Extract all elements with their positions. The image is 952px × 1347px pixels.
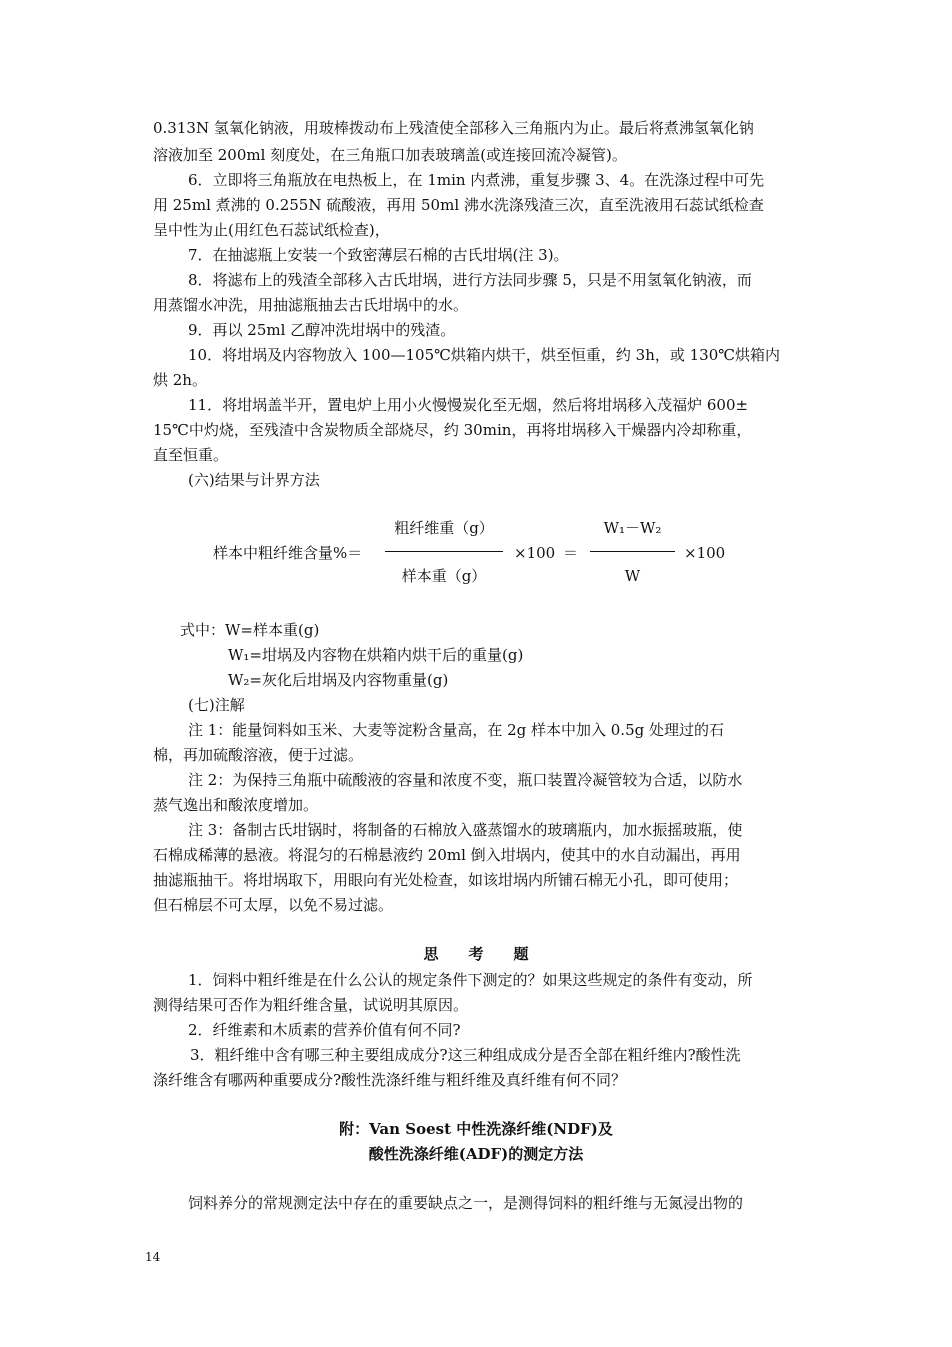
text-line: 呈中性为止(用红色石蕊试纸检查)， [153,221,390,239]
text-line: 注 2：为保持三角瓶中硫酸液的容量和浓度不变，瓶口装置冷凝管较为合适，以防水 [188,771,743,789]
text-line: 蒸气逸出和酸浓度增加。 [153,796,319,814]
questions-heading: 思考题 [423,945,559,963]
text-line: 石棉成稀薄的悬液。将混匀的石棉悬液约 20ml 倒入坩埚内，使其中的水自动漏出，再用 [153,846,741,864]
text-line: 棉，再加硫酸溶液，便于过滤。 [153,746,364,764]
text-line: 注 3：备制古氏坩锅时，将制备的石棉放入盛蒸馏水的玻璃瓶内，加水振摇玻瓶，使 [188,821,743,839]
page-number: 14 [145,1250,161,1264]
formula-times-2: ×100 [684,544,726,562]
formula-times-1: ×100 [514,544,556,562]
text-line: 用蒸馏水冲洗，用抽滤瓶抽去古氏坩埚中的水。 [153,296,469,314]
definition-line: W₂=灰化后坩埚及内容物重量(g) [228,671,449,689]
text-line: 15℃中灼烧，至残渣中含炭物质全部烧尽，约 30min，再将坩埚移入干燥器内冷却称重， [153,421,752,439]
text-line: 溶液加至 200ml 刻度处，在三角瓶口加表玻璃盖(或连接回流冷凝管)。 [153,146,627,164]
fraction-bar-1 [385,551,503,552]
fraction-bar-2 [590,551,675,552]
text-line: 9．再以 25ml 乙醇冲洗坩埚中的残渣。 [188,321,456,339]
text-line: 10．将坩埚及内容物放入 100—105℃烘箱内烘干，烘至恒重，约 3h，或 130℃烘箱内 [188,346,781,364]
formula-denominator-2: W [624,567,641,585]
definition-line: W₁=坩埚及内容物在烘箱内烘干后的重量(g) [228,646,524,664]
definition-line: 式中：W=样本重(g) [180,621,320,639]
text-line: 3．粗纤维中含有哪三种主要组成成分?这三种组成成分是否全部在粗纤维内?酸性洗 [190,1046,741,1064]
text-line: 涤纤维含有哪两种重要成分?酸性洗涤纤维与粗纤维及真纤维有何不同？ [153,1071,627,1089]
text-line: 7．在抽滤瓶上安装一个致密薄层石棉的古氏坩埚(注 3)。 [188,246,569,264]
text-line: 8．将滤布上的残渣全部移入古氏坩埚，进行方法同步骤 5，只是不用氢氧化钠液，而 [188,271,752,289]
text-line: 烘 2h。 [153,371,207,389]
formula-denominator-1: 样本重（g） [401,567,487,585]
formula-numerator-2: W₁－W₂ [603,519,662,537]
text-line: 直至恒重。 [153,446,229,464]
text-line: 0.313N 氢氧化钠液，用玻棒拨动布上残渣使全部移入三角瓶内为止。最后将煮沸氢氧化钠 [153,119,754,137]
text-line: 饲料养分的常规测定法中存在的重要缺点之一，是测得饲料的粗纤维与无氮浸出物的 [188,1194,744,1212]
text-line: 用 25ml 煮沸的 0.255N 硫酸液，再用 50ml 沸水洗涤残渣三次，直至洗液用石蕊试纸检查 [153,196,764,214]
text-line: 注 1：能量饲料如玉米、大麦等淀粉含量高，在 2g 样本中加入 0.5g 处理过的石 [188,721,724,739]
text-line: 2．纤维素和木质素的营养价值有何不同? [188,1021,461,1039]
section-heading: (七)注解 [188,696,245,714]
text-line: 1．饲料中粗纤维是在什么公认的规定条件下测定的？如果这些规定的条件有变动，所 [188,971,753,989]
text-line: 测得结果可否作为粗纤维含量，试说明其原因。 [153,996,469,1014]
formula-equals: ＝ [563,544,579,562]
text-line: 6．立即将三角瓶放在电热板上，在 1min 内煮沸，重复步骤 3、4。在洗涤过程中可先 [188,171,765,189]
appendix-title-line: 酸性洗涤纤维(ADF)的测定方法 [368,1145,584,1163]
text-line: 抽滤瓶抽干。将坩埚取下，用眼向有光处检查，如该坩埚内所铺石棉无小孔，即可使用； [153,871,739,889]
appendix-title-line: 附：Van Soest 中性洗涤纤维(NDF)及 [339,1120,613,1138]
text-line: 但石棉层不可太厚，以免不易过滤。 [153,896,394,914]
section-heading: (六)结果与计界方法 [188,471,320,489]
formula-lhs: 样本中粗纤维含量%＝ [213,544,363,562]
text-line: 11．将坩埚盖半开，置电炉上用小火慢慢炭化至无烟，然后将坩埚移入茂福炉 600± [188,396,749,414]
formula-numerator-1: 粗纤维重（g） [394,519,494,537]
